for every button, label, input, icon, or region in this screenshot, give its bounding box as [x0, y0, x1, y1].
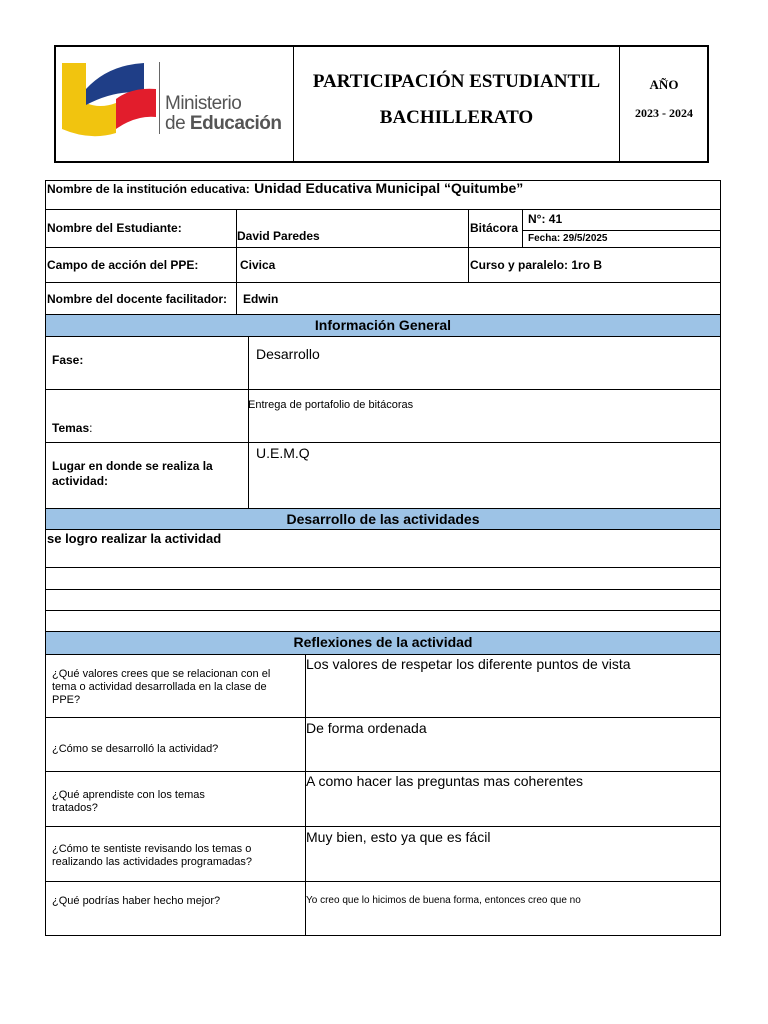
document-title-line-2: BACHILLERATO [379, 107, 534, 128]
ministry-emblem-icon [60, 59, 160, 139]
reflection-answer-2: De forma ordenada [306, 720, 427, 736]
year-value: 2023 - 2024 [635, 106, 693, 120]
institution-row [47, 180, 523, 198]
place-label-line-1: Lugar en donde se realiza la [52, 459, 213, 473]
phase-value: Desarrollo [256, 346, 320, 362]
field-value: Civica [240, 258, 276, 272]
reflection-question-2: ¿Cómo se desarrolló la actividad? [52, 743, 219, 755]
general-section-title: Información General [46, 315, 720, 336]
topics-value: Entrega de portafolio de bitácoras [248, 399, 414, 411]
header-box [54, 45, 709, 163]
reflection-answer-3: A como hacer las preguntas mas coherentes [306, 773, 584, 789]
reflection-question-4: ¿Cómo te sentiste revisando los temas o realizando las actividades programadas? [52, 843, 252, 868]
reflection-answer-5: Yo creo que lo hicimos de buena forma, entonces creo que no [306, 895, 581, 906]
field-label: Campo de acción del PPE: [47, 258, 199, 272]
year-label: AÑO [649, 77, 679, 92]
development-section-title: Desarrollo de las actividades [46, 509, 720, 529]
bitacora-date: Fecha: 29/5/2025 [528, 233, 608, 244]
reflection-question-1: ¿Qué valores crees que se relacionan con el tema o actividad desarrollada en la clase de PPE? [52, 668, 271, 706]
teacher-value: Edwin [243, 292, 279, 306]
reflection-question-5: ¿Qué podrías haber hecho mejor? [52, 895, 221, 907]
ministerio-logo [60, 57, 288, 141]
student-value: David Paredes [237, 229, 320, 243]
topics-label: Temas: [52, 421, 93, 435]
reflections-section-title: Reflexiones de la actividad [46, 632, 720, 654]
place-value: U.E.M.Q [256, 445, 310, 461]
institution-label: Nombre de la institución educativa: [47, 182, 250, 196]
document-title-line-1: PARTICIPACIÓN ESTUDIANTIL [312, 71, 601, 92]
phase-label: Fase: [52, 353, 84, 367]
reflection-question-3: ¿Qué aprendiste con los temas tratados? [52, 789, 205, 814]
institution-value: Unidad Educativa Municipal “Quitumbe” [254, 180, 524, 196]
development-text: se logro realizar la actividad [47, 531, 222, 546]
bitacora-label: Bitácora [470, 221, 519, 235]
logo-line-1: Ministerio [165, 93, 242, 114]
reflection-answer-1: Los valores de respetar los diferente puntos de vista [306, 656, 631, 672]
teacher-label: Nombre del docente facilitador: [47, 292, 228, 306]
logo-line-2: de Educación [165, 113, 282, 134]
course-value: Curso y paralelo: 1ro B [470, 258, 603, 272]
student-label: Nombre del Estudiante: [47, 221, 182, 235]
reflection-answer-4: Muy bien, esto ya que es fácil [306, 829, 491, 845]
bitacora-number: N°: 41 [528, 212, 563, 226]
place-label-line-2: actividad: [52, 474, 109, 488]
